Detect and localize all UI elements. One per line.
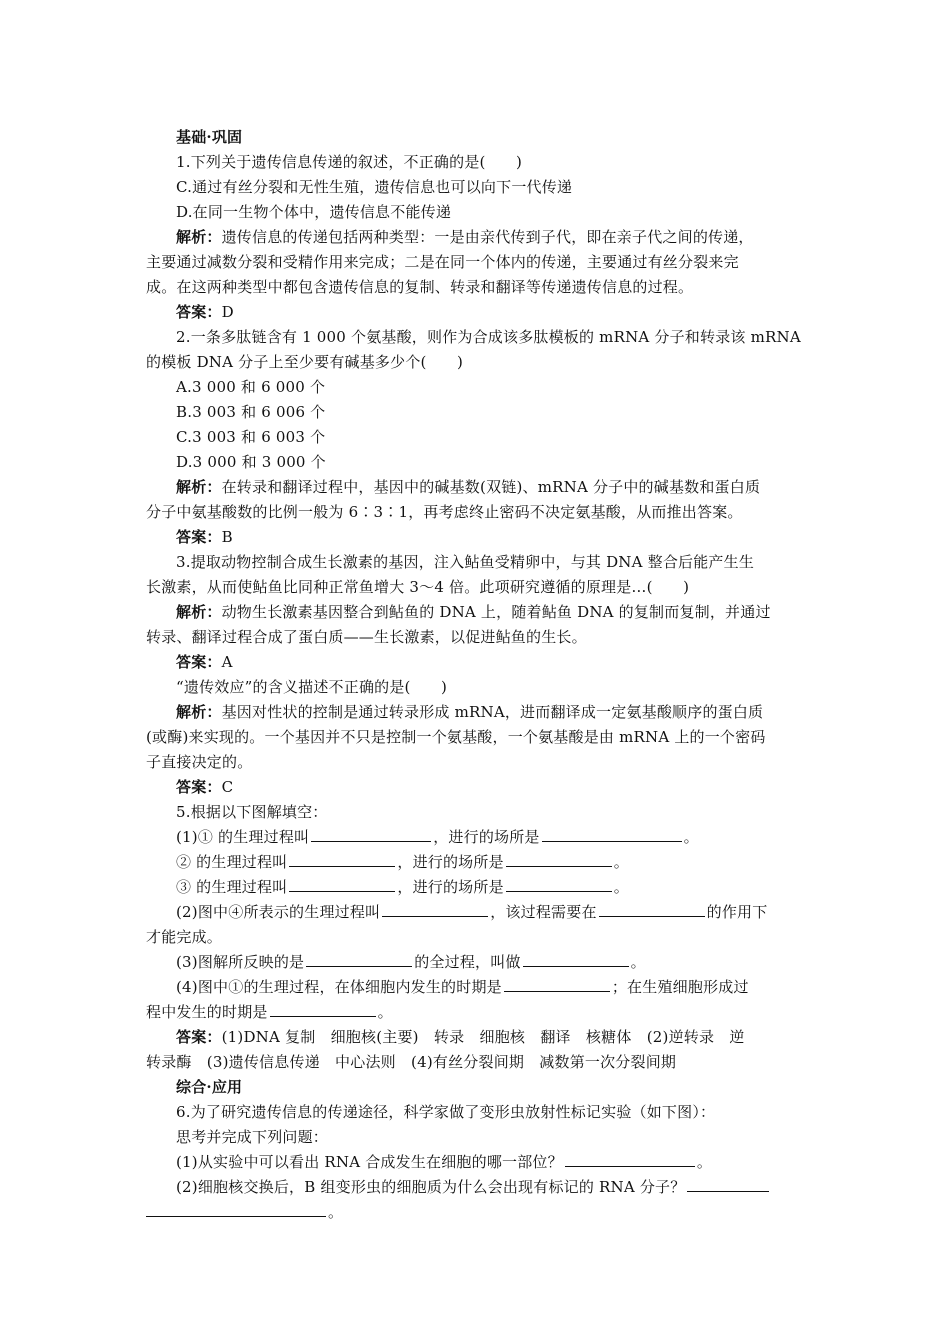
q5-part4-text-b: ；在生殖细胞形成过	[611, 978, 749, 996]
q4-answer	[176, 777, 233, 797]
q4-analysis	[176, 702, 763, 722]
q6-instruction: 思考并完成下列问题：	[176, 1128, 329, 1146]
q5-part1-text-b: ，进行的场所是	[433, 828, 540, 846]
answer-blank[interactable]	[306, 952, 412, 967]
q4-analysis-line3: 子直接决定的。	[146, 753, 253, 771]
answer-blank[interactable]	[289, 852, 395, 867]
q5-answer-line2: 转录酶 (3)遗传信息传递 中心法则 (4)有丝分裂间期 减数第一次分裂间期	[146, 1053, 677, 1071]
analysis-label: 解析：	[176, 603, 222, 621]
analysis-label: 解析：	[176, 703, 222, 721]
q4-analysis-line1: 基因对性状的控制是通过转录形成 mRNA，进而翻译成一定氨基酸顺序的蛋白质	[221, 703, 764, 721]
q4-stem: “遗传效应”的含义描述不正确的是( )	[176, 678, 448, 696]
q1-option-c: C.通过有丝分裂和无性生殖，遗传信息也可以向下一代传递	[176, 178, 573, 196]
q1-answer-value: D	[221, 303, 234, 321]
period: 。	[377, 1003, 393, 1021]
answer-blank[interactable]	[599, 902, 705, 917]
q5-part4-text-a: (4)图中①的生理过程，在体细胞内发生的时期是	[176, 978, 502, 996]
answer-label: 答案：	[176, 1028, 222, 1046]
q3-stem-line1: 3.提取动物控制合成生长激素的基因，注入鲇鱼受精卵中，与其 DNA 整合后能产生生	[176, 553, 755, 571]
q6-stem: 6.为了研究遗传信息的传递途径，科学家做了变形虫放射性标记实验（如下图）：	[176, 1103, 716, 1121]
q1-analysis-line1: 遗传信息的传递包括两种类型：一是由亲代传到子代，即在亲子代之间的传递，	[221, 228, 754, 246]
q5-answer-line1: (1)DNA 复制 细胞核(主要) 转录 细胞核 翻译 核糖体 (2)逆转录 逆	[221, 1028, 745, 1046]
q5-stem: 5.根据以下图解填空：	[176, 803, 328, 821]
q5-part2-text-c: 的作用下	[706, 903, 768, 921]
q2-answer	[176, 527, 233, 547]
answer-blank[interactable]	[565, 1152, 695, 1167]
q1-analysis-line2: 主要通过减数分裂和受精作用来完成；二是在同一个体内的传递，主要通过有丝分裂来完	[146, 253, 739, 271]
answer-blank[interactable]	[270, 1002, 376, 1017]
period: 。	[683, 828, 699, 846]
q5-part1-line1	[176, 827, 699, 847]
period: 。	[328, 1203, 344, 1221]
q6-part1-text: (1)从实验中可以看出 RNA 合成发生在细胞的哪一部位？	[176, 1153, 563, 1171]
answer-blank[interactable]	[146, 1202, 326, 1217]
period: 。	[630, 953, 646, 971]
section-title-basic: 基础·巩固	[176, 128, 243, 146]
q5-part3-text-a: (3)图解所反映的是	[176, 953, 305, 971]
answer-label: 答案：	[176, 778, 222, 796]
answer-blank[interactable]	[311, 827, 431, 842]
q1-answer	[176, 302, 234, 322]
q6-part2-line2	[146, 1202, 343, 1222]
q2-analysis-line2: 分子中氨基酸数的比例一般为 6∶3∶1，再考虑终止密码不决定氨基酸，从而推出答案。	[146, 503, 743, 521]
q3-analysis-line1: 动物生长激素基因整合到鲇鱼的 DNA 上，随着鲇鱼 DNA 的复制而复制，并通过	[221, 603, 771, 621]
q5-part1-text-c: ② 的生理过程叫	[176, 853, 288, 871]
q2-option-b: B.3 003 和 6 006 个	[176, 403, 326, 421]
answer-blank[interactable]	[506, 877, 612, 892]
answer-label: 答案：	[176, 303, 222, 321]
section-title-applied: 综合·应用	[176, 1078, 243, 1096]
q2-analysis	[176, 477, 760, 497]
q5-part2-line1	[176, 902, 767, 922]
q3-analysis	[176, 602, 771, 622]
q2-analysis-line1: 在转录和翻译过程中，基因中的碱基数(双链)、mRNA 分子中的碱基数和蛋白质	[221, 478, 761, 496]
q5-part3	[176, 952, 646, 972]
q5-part4-line2	[146, 1002, 393, 1022]
q6-part2-text: (2)细胞核交换后，B 组变形虫的细胞质为什么会出现有标记的 RNA 分子？	[176, 1178, 686, 1196]
q5-part3-text-b: 的全过程，叫做	[414, 953, 521, 971]
q5-part1-text-d: ，进行的场所是	[397, 853, 504, 871]
q5-part2-text-b: ，该过程需要在	[490, 903, 597, 921]
q5-part2-line2: 才能完成。	[146, 928, 223, 946]
answer-blank[interactable]	[504, 977, 610, 992]
answer-blank[interactable]	[687, 1177, 769, 1192]
q5-answer	[176, 1027, 745, 1047]
period: 。	[613, 853, 629, 871]
q2-stem-line2: 的模板 DNA 分子上至少要有碱基多少个( )	[146, 353, 464, 371]
q5-part4-text-c: 程中发生的时期是	[146, 1003, 268, 1021]
period: 。	[696, 1153, 713, 1171]
q3-answer	[176, 652, 233, 672]
analysis-label: 解析：	[176, 228, 222, 246]
q5-part4-line1	[176, 977, 749, 997]
answer-blank[interactable]	[382, 902, 488, 917]
q6-part2-line1	[176, 1177, 771, 1197]
q5-part1-text-e: ③ 的生理过程叫	[176, 878, 288, 896]
answer-blank[interactable]	[506, 852, 612, 867]
q5-part1-text-a: (1)① 的生理过程叫	[176, 828, 310, 846]
q1-analysis	[176, 227, 754, 247]
q1-analysis-line3: 成。在这两种类型中都包含遗传信息的复制、转录和翻译等传递遗传信息的过程。	[146, 278, 694, 296]
q2-answer-value: B	[221, 528, 233, 546]
q5-part2-text-a: (2)图中④所表示的生理过程叫	[176, 903, 381, 921]
q2-option-a: A.3 000 和 6 000 个	[176, 378, 326, 396]
q3-stem-line2: 长激素，从而使鲇鱼比同种正常鱼增大 3～4 倍。此项研究遵循的原理是…( )	[146, 578, 690, 596]
period: 。	[613, 878, 629, 896]
answer-label: 答案：	[176, 653, 222, 671]
q3-analysis-line2: 转录、翻译过程合成了蛋白质——生长激素，以促进鲇鱼的生长。	[146, 628, 587, 646]
q5-part1-line2	[176, 852, 629, 872]
q2-option-c: C.3 003 和 6 003 个	[176, 428, 326, 446]
answer-blank[interactable]	[523, 952, 629, 967]
q6-part1	[176, 1152, 712, 1172]
q5-part1-text-f: ，进行的场所是	[397, 878, 504, 896]
q2-option-d: D.3 000 和 3 000 个	[176, 453, 326, 471]
q1-option-d: D.在同一生物个体中，遗传信息不能传递	[176, 203, 452, 221]
answer-blank[interactable]	[542, 827, 682, 842]
q1-stem: 1.下列关于遗传信息传递的叙述，不正确的是( )	[176, 153, 523, 171]
answer-blank[interactable]	[289, 877, 395, 892]
analysis-label: 解析：	[176, 478, 222, 496]
answer-label: 答案：	[176, 528, 222, 546]
q3-answer-value: A	[221, 653, 233, 671]
q2-stem-line1: 2.一条多肽链含有 1 000 个氨基酸，则作为合成该多肽模板的 mRNA 分子和转录该 mRNA	[176, 328, 801, 346]
q5-part1-line3	[176, 877, 629, 897]
q4-analysis-line2: (或酶)来实现的。一个基因并不只是控制一个氨基酸，一个氨基酸是由 mRNA 上的一个密码	[146, 728, 766, 746]
q4-answer-value: C	[221, 778, 234, 796]
